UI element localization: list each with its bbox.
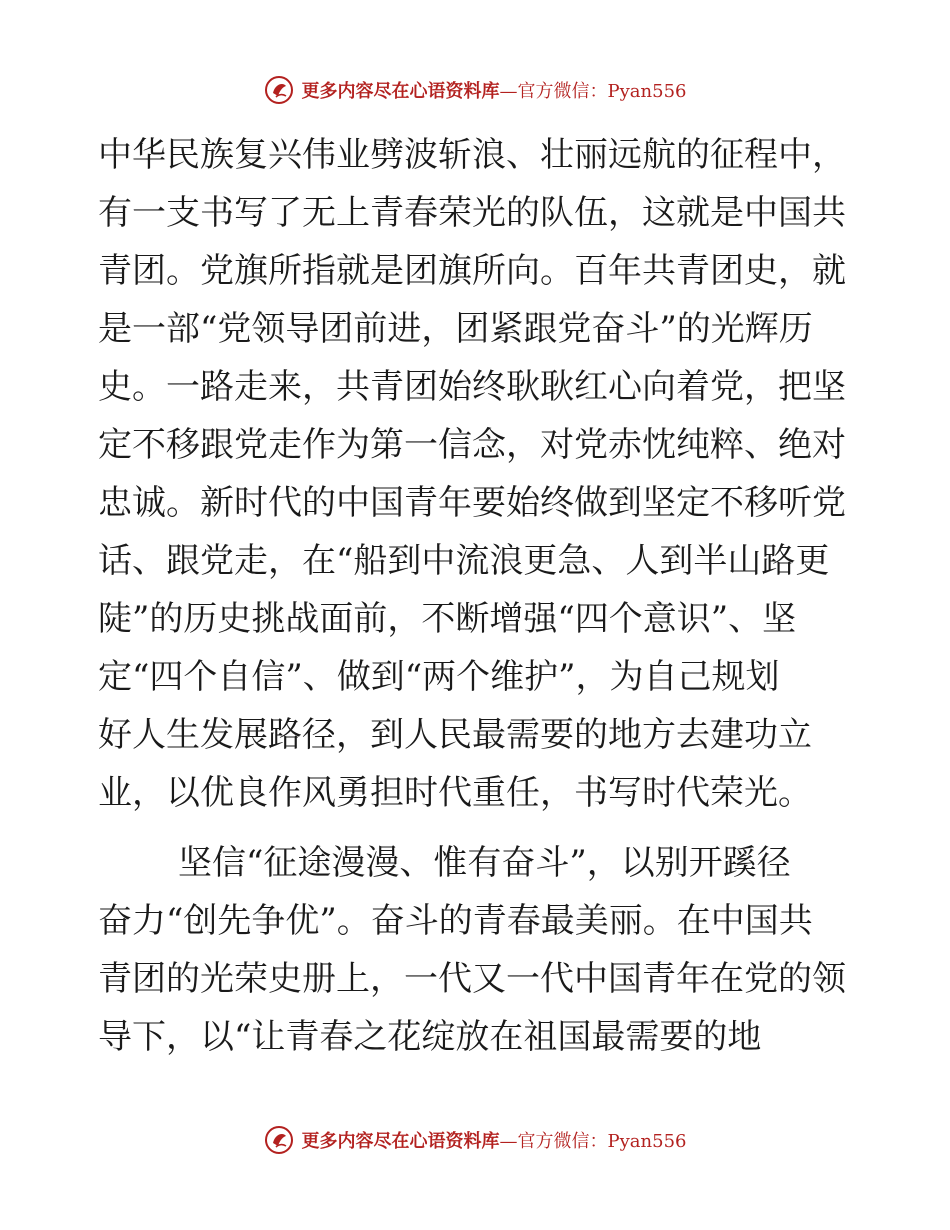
text-line: 青团。党旗所指就是团旗所向。百年共青团史，就 — [98, 251, 846, 291]
banner-wechat-id: Pyan556 — [607, 1131, 687, 1152]
flower-logo-icon — [264, 75, 294, 105]
text-line: 业，以优良作风勇担时代重任，书写时代荣光。 — [98, 773, 812, 813]
banner-wechat-label: 官方微信： — [517, 1131, 608, 1152]
text-line: 好人生发展路径，到人民最需要的地方去建功立 — [98, 715, 812, 755]
text-line: 忠诚。新时代的中国青年要始终做到坚定不移听党 — [98, 483, 846, 523]
banner-site-name: 更多内容尽在心语资料库 — [301, 1131, 500, 1152]
text-line: 奋力“创先争优”。奋斗的青春最美丽。在中国共 — [98, 901, 813, 941]
text-line: 中华民族复兴伟业劈波斩浪、壮丽远航的征程中， — [98, 135, 846, 175]
text-line: 史。一路走来，共青团始终耿耿红心向着党，把坚 — [98, 367, 846, 407]
banner-text — [302, 77, 687, 103]
text-line: 有一支书写了无上青春荣光的队伍，这就是中国共 — [98, 193, 846, 233]
footer-watermark-banner — [0, 1122, 950, 1158]
banner-text — [302, 1127, 687, 1153]
text-line: 青团的光荣史册上，一代又一代中国青年在党的领 — [98, 959, 846, 999]
banner-wechat-label: 官方微信： — [517, 81, 608, 102]
banner-separator: — — [499, 81, 518, 102]
text-line: 定“四个自信”、做到“两个维护”，为自己规划 — [98, 657, 780, 697]
banner-wechat-id: Pyan556 — [607, 81, 687, 102]
text-line-indented: 坚信“征途漫漫、惟有奋斗”，以别开蹊径 — [178, 843, 791, 883]
text-line: 导下，以“让青春之花绽放在祖国最需要的地 — [98, 1017, 762, 1057]
header-watermark-banner — [0, 72, 950, 108]
text-line: 是一部“党领导团前进，团紧跟党奋斗”的光辉历 — [98, 309, 813, 349]
text-line: 陡”的历史挑战面前，不断增强“四个意识”、坚 — [98, 599, 797, 639]
banner-site-name: 更多内容尽在心语资料库 — [301, 81, 500, 102]
text-line: 话、跟党走，在“船到中流浪更急、人到半山路更 — [98, 541, 830, 581]
banner-separator: — — [499, 1131, 518, 1152]
text-line: 定不移跟党走作为第一信念，对党赤忱纯粹、绝对 — [98, 425, 846, 465]
flower-logo-icon — [264, 1125, 294, 1155]
